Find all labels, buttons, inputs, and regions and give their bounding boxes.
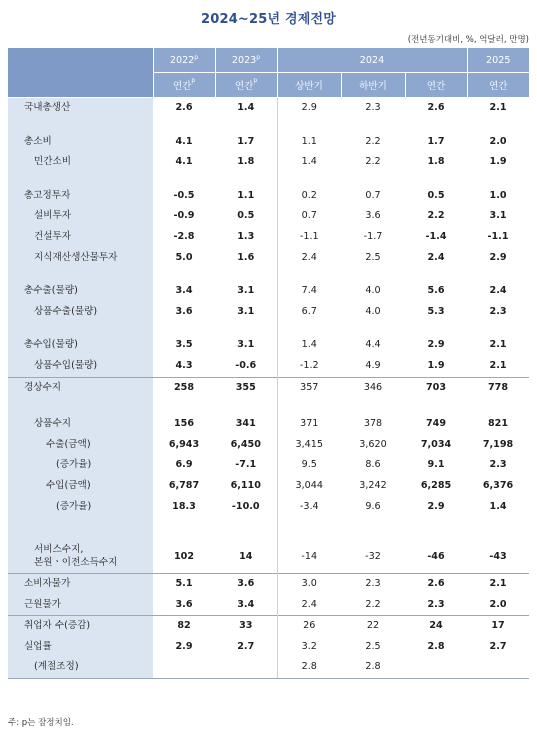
value-cell: 18.3 <box>172 500 196 512</box>
value-cell: 14 <box>239 550 253 562</box>
value-cell: 1.4 <box>277 152 341 173</box>
spacer-cell <box>341 268 405 281</box>
spacer-cell <box>467 398 529 414</box>
value-cell: 2.5 <box>365 640 381 652</box>
value-cell: 2.5 <box>365 251 381 263</box>
value-cell: -1.4 <box>425 230 447 242</box>
header-corner <box>8 48 153 98</box>
table-row <box>8 335 529 356</box>
value-cell: 7.4 <box>277 281 341 302</box>
value-cell: 821 <box>488 418 509 430</box>
table-row <box>8 186 529 207</box>
spacer-cell <box>8 173 153 186</box>
value-cell: 1.4 <box>237 102 255 113</box>
spacer-cell <box>215 268 277 281</box>
value-cell: 26 <box>277 616 341 637</box>
spacer-cell <box>153 398 215 414</box>
value-cell: 3.1 <box>489 210 507 222</box>
value-cell: -43 <box>489 550 507 562</box>
table-row <box>8 574 529 595</box>
value-cell: 2.3 <box>427 598 445 610</box>
value-cell: 2.3 <box>489 459 507 471</box>
spacer-cell <box>277 119 341 132</box>
table-row <box>8 356 529 377</box>
value-cell: 2.9 <box>175 640 193 652</box>
spacer-cell <box>215 398 277 414</box>
spacer-cell <box>8 322 153 335</box>
spacer-cell <box>8 268 153 281</box>
spacer-cell <box>341 517 405 539</box>
value-cell: 2.7 <box>489 640 507 652</box>
spacer-cell <box>341 173 405 186</box>
unit-note: (전년동기대비, %, 억달러, 만명) <box>407 35 529 45</box>
spacer-cell <box>277 398 341 414</box>
value-cell: 5.3 <box>427 305 445 317</box>
value-cell: -1.1 <box>487 230 509 242</box>
value-cell: 2.8 <box>277 657 341 678</box>
spacer-cell <box>215 517 277 539</box>
value-cell: 4.0 <box>365 285 381 297</box>
value-cell: 1.8 <box>237 156 255 168</box>
value-cell: 2.9 <box>427 500 445 512</box>
value-cell: 33 <box>215 616 277 637</box>
spacer-cell <box>153 173 215 186</box>
row-label: 국내총생산 <box>8 98 153 119</box>
value-cell: 1.1 <box>277 132 341 153</box>
value-cell: 5.6 <box>427 285 445 297</box>
table-row <box>8 637 529 658</box>
value-cell: 3,415 <box>277 435 341 456</box>
value-cell: 1.9 <box>489 156 507 168</box>
spacer-cell <box>8 517 153 539</box>
spacer-cell <box>405 517 467 539</box>
table-row <box>8 497 529 518</box>
table-row <box>8 98 529 119</box>
spacer-cell <box>277 268 341 281</box>
spacer-row <box>8 322 529 335</box>
spacer-cell <box>153 517 215 539</box>
header-year-2022: 2022$^p$ <box>153 48 215 73</box>
value-cell: 2.9 <box>277 98 341 119</box>
spacer-cell <box>405 119 467 132</box>
spacer-row <box>8 119 529 132</box>
value-cell: 1.4 <box>489 500 507 512</box>
value-cell: -1.1 <box>277 227 341 248</box>
value-cell: 1.8 <box>427 156 445 168</box>
header-period: 하반기 <box>341 73 405 98</box>
value-cell: 2.3 <box>365 102 381 113</box>
value-cell: 2.1 <box>489 339 507 351</box>
value-cell: 3.0 <box>277 574 341 595</box>
value-cell: 102 <box>173 550 195 562</box>
value-cell: 2.1 <box>489 102 507 113</box>
row-label: 총소비 <box>8 132 153 153</box>
value-cell: 2.4 <box>277 248 341 269</box>
value-cell: 2.7 <box>237 640 255 652</box>
row-label: (증가율) <box>8 455 153 476</box>
spacer-row <box>8 517 529 539</box>
value-cell: 3.6 <box>365 210 381 222</box>
row-label: 총수입(물량) <box>8 335 153 356</box>
row-label: 민간소비 <box>8 152 153 173</box>
value-cell: 6,285 <box>420 479 452 491</box>
value-cell: 4.1 <box>175 156 193 168</box>
value-cell: 9.1 <box>427 459 445 471</box>
spacer-row <box>8 173 529 186</box>
value-cell: 0.5 <box>427 189 445 201</box>
row-label: 상품수지 <box>8 414 153 435</box>
spacer-cell <box>8 119 153 132</box>
row-label: 수입(금액) <box>8 476 153 497</box>
value-cell: 6,450 <box>230 438 261 450</box>
value-cell: -0.6 <box>235 359 257 371</box>
value-cell: 258 <box>153 377 215 398</box>
row-label: (증가율) <box>8 497 153 518</box>
row-label: 경상수지 <box>8 377 153 398</box>
value-cell: 371 <box>277 414 341 435</box>
value-cell: 3.1 <box>237 285 255 297</box>
value-cell: 9.5 <box>277 455 341 476</box>
value-cell <box>405 657 467 678</box>
spacer-cell <box>277 322 341 335</box>
table-row <box>8 657 529 678</box>
spacer-cell <box>405 322 467 335</box>
table-row <box>8 377 529 398</box>
value-cell: 3,044 <box>277 476 341 497</box>
table-row <box>8 152 529 173</box>
spacer-cell <box>467 268 529 281</box>
spacer-row <box>8 398 529 414</box>
value-cell: 6.9 <box>175 459 193 471</box>
spacer-cell <box>405 398 467 414</box>
value-cell: 4.3 <box>175 359 193 371</box>
spacer-cell <box>405 173 467 186</box>
table-row <box>8 414 529 435</box>
table-title: 2024~25년 경제전망 <box>200 12 337 27</box>
value-cell: 2.2 <box>365 135 381 147</box>
spacer-cell <box>341 119 405 132</box>
row-label: 서비스수지, 본원ㆍ이전소득수지 <box>8 539 153 574</box>
value-cell: 1.1 <box>237 189 255 201</box>
value-cell: 1.3 <box>237 230 255 242</box>
spacer-cell <box>153 268 215 281</box>
value-cell: 2.4 <box>427 251 445 263</box>
table-row <box>8 616 529 637</box>
value-cell: 703 <box>405 377 467 398</box>
value-cell: 1.4 <box>277 335 341 356</box>
spacer-cell <box>467 322 529 335</box>
row-label: 설비투자 <box>8 206 153 227</box>
value-cell: 2.2 <box>365 598 381 610</box>
row-label: 총수출(물량) <box>8 281 153 302</box>
value-cell: 3.6 <box>215 574 277 595</box>
value-cell: 2.8 <box>427 640 445 652</box>
value-cell: 0.2 <box>277 186 341 207</box>
spacer-cell <box>215 173 277 186</box>
spacer-cell <box>341 398 405 414</box>
value-cell: 3.1 <box>237 305 255 317</box>
value-cell: 3,620 <box>359 438 387 450</box>
footnote: 주: p는 잠정치임. <box>8 718 74 728</box>
value-cell: 7,198 <box>482 438 514 450</box>
value-cell: -7.1 <box>235 459 257 471</box>
value-cell: 2.6 <box>175 102 193 113</box>
value-cell: 357 <box>277 377 341 398</box>
value-cell: 2.3 <box>341 574 405 595</box>
value-cell: 2.2 <box>365 156 381 168</box>
value-cell <box>215 657 277 678</box>
header-period: 상반기 <box>277 73 341 98</box>
value-cell: 6.7 <box>277 302 341 323</box>
value-cell: 4.1 <box>175 135 193 147</box>
row-label: 소비자물가 <box>8 574 153 595</box>
header-period: 연간$^p$ <box>153 73 215 98</box>
value-cell: 6,376 <box>482 479 514 491</box>
spacer-cell <box>467 173 529 186</box>
header-period: 연간$^p$ <box>215 73 277 98</box>
table-row <box>8 435 529 456</box>
value-cell: -3.4 <box>277 497 341 518</box>
table-row <box>8 281 529 302</box>
value-cell: 6,943 <box>168 438 200 450</box>
value-cell: 17 <box>467 616 529 637</box>
value-cell: 0.7 <box>365 189 381 201</box>
row-label: 상품수입(물량) <box>8 356 153 377</box>
value-cell: 6,110 <box>230 479 261 491</box>
spacer-cell <box>215 322 277 335</box>
value-cell: 3.6 <box>175 305 193 317</box>
value-cell: -14 <box>277 539 341 574</box>
value-cell: 2.6 <box>405 574 467 595</box>
value-cell: 5.0 <box>175 251 193 263</box>
value-cell: 2.6 <box>427 102 445 113</box>
value-cell: 4.0 <box>365 305 381 317</box>
spacer-cell <box>405 268 467 281</box>
value-cell: 2.3 <box>489 305 507 317</box>
table-row <box>8 476 529 497</box>
spacer-cell <box>215 119 277 132</box>
value-cell: -1.2 <box>277 356 341 377</box>
value-cell: 22 <box>341 616 405 637</box>
value-cell: 1.7 <box>237 135 255 147</box>
value-cell: 2.9 <box>489 251 507 263</box>
value-cell <box>467 657 529 678</box>
value-cell: -1.7 <box>363 230 383 242</box>
row-label: 지식재산생산물투자 <box>8 248 153 269</box>
value-cell: 2.1 <box>467 574 529 595</box>
row-label: 수출(금액) <box>8 435 153 456</box>
value-cell: 6,787 <box>168 479 200 491</box>
value-cell: 341 <box>235 418 256 430</box>
value-cell: 0.7 <box>277 206 341 227</box>
value-cell: 7,034 <box>420 438 452 450</box>
value-cell <box>153 657 215 678</box>
value-cell: 3.4 <box>175 285 193 297</box>
table-row <box>8 132 529 153</box>
spacer-cell <box>8 398 153 414</box>
value-cell: 24 <box>405 616 467 637</box>
value-cell: -46 <box>427 550 445 562</box>
value-cell: 2.4 <box>277 595 341 616</box>
value-cell: -0.9 <box>173 210 195 222</box>
spacer-cell <box>277 517 341 539</box>
row-label: 실업률 <box>8 637 153 658</box>
value-cell: 1.9 <box>427 359 445 371</box>
spacer-cell <box>341 322 405 335</box>
value-cell: 1.7 <box>427 135 445 147</box>
spacer-cell <box>153 119 215 132</box>
value-cell: 3.1 <box>237 339 255 351</box>
value-cell: 2.9 <box>427 339 445 351</box>
value-cell: -0.5 <box>173 189 195 201</box>
value-cell: 3.5 <box>175 339 193 351</box>
value-cell: 2.1 <box>489 359 507 371</box>
value-cell: 4.4 <box>365 339 381 351</box>
value-cell: 346 <box>341 377 405 398</box>
spacer-cell <box>467 517 529 539</box>
table-row <box>8 539 529 574</box>
spacer-cell <box>277 173 341 186</box>
value-cell: 3.2 <box>277 637 341 658</box>
header-year-2025: 2025 <box>467 48 529 73</box>
value-cell: 5.1 <box>153 574 215 595</box>
forecast-table <box>8 48 529 679</box>
value-cell: 8.6 <box>365 459 381 471</box>
header-year-2024: 2024 <box>277 48 467 73</box>
table-row <box>8 206 529 227</box>
table-row <box>8 248 529 269</box>
row-label: 총고정투자 <box>8 186 153 207</box>
value-cell: 778 <box>467 377 529 398</box>
value-cell: 355 <box>215 377 277 398</box>
value-cell: 378 <box>363 418 383 430</box>
row-label: (계절조정) <box>8 657 153 678</box>
value-cell: 82 <box>153 616 215 637</box>
value-cell: 2.8 <box>341 657 405 678</box>
header-period: 연간 <box>405 73 467 98</box>
value-cell: 749 <box>425 418 447 430</box>
value-cell: 2.0 <box>489 598 507 610</box>
value-cell: 1.6 <box>237 251 255 263</box>
value-cell: -32 <box>365 550 381 562</box>
table-row <box>8 455 529 476</box>
value-cell: -10.0 <box>231 500 260 512</box>
value-cell: 0.5 <box>237 210 255 222</box>
value-cell: 156 <box>173 418 195 430</box>
spacer-cell <box>153 322 215 335</box>
value-cell: 2.4 <box>489 285 507 297</box>
spacer-cell <box>467 119 529 132</box>
header-period: 연간 <box>467 73 529 98</box>
table-row <box>8 227 529 248</box>
value-cell: 3.6 <box>175 598 193 610</box>
value-cell: -2.8 <box>173 230 195 242</box>
value-cell: 3,242 <box>359 479 387 491</box>
header-year-2023: 2023$^p$ <box>215 48 277 73</box>
value-cell: 1.0 <box>489 189 507 201</box>
value-cell: 2.2 <box>427 210 445 222</box>
spacer-row <box>8 268 529 281</box>
row-label: 상품수출(물량) <box>8 302 153 323</box>
table-row <box>8 595 529 616</box>
table-row <box>8 302 529 323</box>
row-label: 건설투자 <box>8 227 153 248</box>
row-label: 취업자 수(증감) <box>8 616 153 637</box>
row-label: 근원물가 <box>8 595 153 616</box>
value-cell: 2.0 <box>489 135 507 147</box>
value-cell: 3.4 <box>237 598 255 610</box>
value-cell: 4.9 <box>365 359 381 371</box>
value-cell: 9.6 <box>365 500 381 512</box>
